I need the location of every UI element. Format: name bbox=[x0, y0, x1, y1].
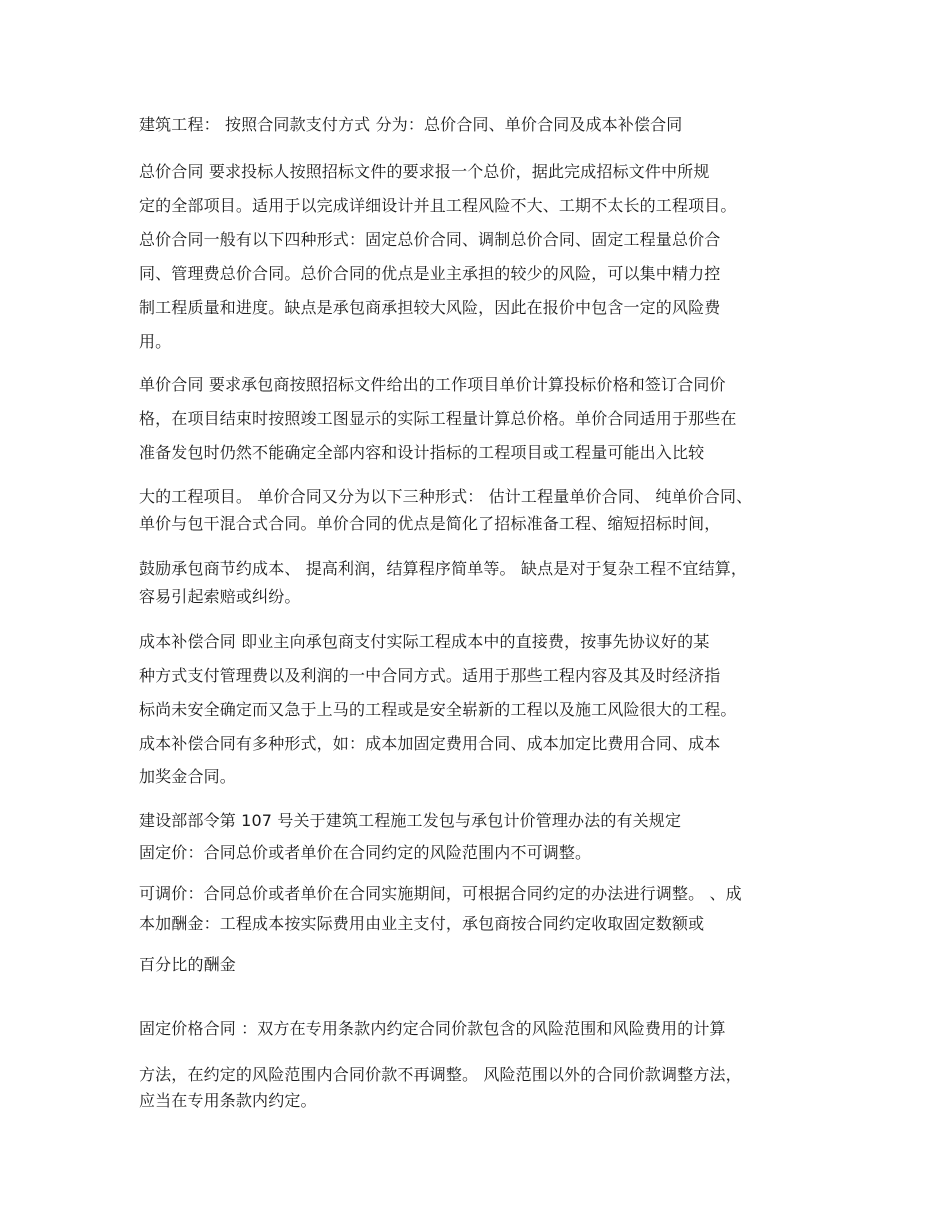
text-line: 建设部部令第 107 号关于建筑工程施工发包与承包计价管理办法的有关规定 bbox=[139, 811, 682, 830]
text-line: 种方式支付管理费以及利润的一中合同方式。适用于那些工程内容及其及时经济指 bbox=[139, 666, 721, 685]
text-line: 总价合同 要求投标人按照招标文件的要求报一个总价，据此完成招标文件中所规 bbox=[139, 162, 710, 181]
text-line: 总价合同一般有以下四种形式：固定总价合同、调制总价合同、固定工程量总价合 bbox=[139, 230, 721, 249]
text-line: 本加酬金：工程成本按实际费用由业主支付，承包商按合同约定收取固定数额或 bbox=[139, 914, 705, 933]
text-line: 标尚未安全确定而又急于上马的工程或是安全崭新的工程以及施工风险很大的工程。 bbox=[139, 700, 737, 719]
text-line: 鼓励承包商节约成本、 提高利润，结算程序简单等。 缺点是对于复杂工程不宜结算， bbox=[139, 559, 748, 578]
text-line: 固定价格合同 ：双方在专用条款内约定合同价款包含的风险范围和风险费用的计算 bbox=[139, 1019, 726, 1038]
text-line: 建筑工程： 按照合同款支付方式 分为：总价合同、单价合同及成本补偿合同 bbox=[139, 115, 683, 134]
text-line: 方法，在约定的风险范围内合同价款不再调整。 风险范围以外的合同价款调整方法， bbox=[139, 1065, 742, 1084]
text-line: 格，在项目结束时按照竣工图显示的实际工程量计算总价格。单价合同适用于那些在 bbox=[139, 409, 737, 428]
text-line: 大的工程项目。 单价合同又分为以下三种形式： 估计工程量单价合同、 纯单价合同、 bbox=[139, 487, 753, 506]
text-line: 加奖金合同。 bbox=[139, 767, 236, 786]
text-line: 应当在专用条款内约定。 bbox=[139, 1091, 317, 1110]
text-line: 单价与包干混合式合同。单价合同的优点是简化了招标准备工程、缩短招标时间， bbox=[139, 514, 721, 533]
text-line: 可调价：合同总价或者单价在合同实施期间，可根据合同约定的办法进行调整。 、成 bbox=[139, 884, 742, 903]
text-line: 成本补偿合同 即业主向承包商支付实际工程成本中的直接费，按事先协议好的某 bbox=[139, 632, 710, 651]
text-line: 单价合同 要求承包商按照招标文件给出的工作项目单价计算投标价格和签订合同价 bbox=[139, 375, 726, 394]
text-line: 成本补偿合同有多种形式，如：成本加固定费用合同、成本加定比费用合同、成本 bbox=[139, 734, 721, 753]
text-line: 制工程质量和进度。缺点是承包商承担较大风险，因此在报价中包含一定的风险费 bbox=[139, 298, 721, 317]
text-line: 容易引起索赔或纠纷。 bbox=[139, 587, 301, 606]
text-line: 百分比的酬金 bbox=[139, 955, 236, 974]
text-line: 固定价：合同总价或者单价在合同约定的风险范围内不可调整。 bbox=[139, 843, 592, 862]
text-line: 定的全部项目。适用于以完成详细设计并且工程风险不大、工期不太长的工程项目。 bbox=[139, 196, 737, 215]
text-line: 准备发包时仍然不能确定全部内容和设计指标的工程项目或工程量可能出入比较 bbox=[139, 443, 705, 462]
text-line: 同、管理费总价合同。总价合同的优点是业主承担的较少的风险，可以集中精力控 bbox=[139, 264, 721, 283]
text-line: 用。 bbox=[139, 332, 172, 351]
